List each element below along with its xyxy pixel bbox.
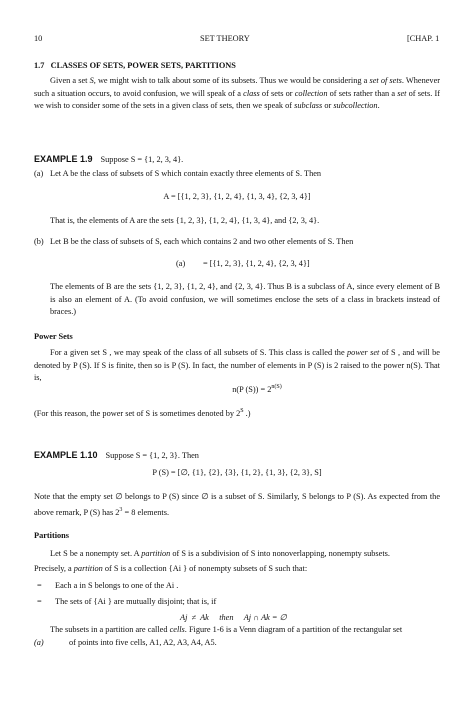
partitions-paragraph-3: The subsets in a partition are called cells. Figure 1-6 is a Venn diagram of a partition of the rectangular set	[50, 625, 403, 634]
class-a-formula: A = [{1, 2, 3}, {1, 2, 4}, {1, 3, 4}, {2, 3, 4}]	[163, 192, 311, 201]
partitions-paragraph-1: Let S be a nonempty set. A partition of S is a subdivision of S into nonoverlapping, nonempty subsets.	[50, 549, 390, 558]
class-b-formula: = [{1, 2, 3}, {1, 2, 4}, {2, 3, 4}]	[203, 259, 310, 268]
chapter-label: [CHAP. 1	[407, 34, 440, 43]
power-set-example-formula: P (S) = [∅, {1}, {2}, {3}, {1, 2}, {1, 3}, {2, 3}, S]	[152, 468, 322, 477]
example-statement: Suppose S = {1, 2, 3, 4}.	[100, 155, 184, 164]
example-statement: Suppose S = {1, 2, 3}. Then	[105, 451, 199, 460]
partitions-heading: Partitions	[34, 531, 70, 540]
example-label: EXAMPLE 1.9	[34, 154, 93, 164]
condition-2: The sets of {Ai } are mutually disjoint; that is, if	[55, 597, 217, 606]
power-set-formula: n(P $(S)) = 2^{n(S)}$	[232, 384, 282, 394]
running-title: SET THEORY	[200, 34, 250, 43]
bullet-2-marker: =	[37, 597, 42, 606]
partitions-paragraph-3-cont: of points into five cells, A1, A2, A3, A4, A5.	[69, 638, 217, 647]
section-number: 1.7	[34, 61, 45, 70]
intro-paragraph: Given a set S, we might wish to talk about some of its subsets. Thus we would be considering a set of sets. Whenever such a situation occurs, to avoid confusion, we will speak of a class of sets or collection of sets rather than a set of sets. If we wish to consider some of the sets in a given class of sets, then we speak of subclass or subcollection.	[34, 76, 441, 110]
power-sets-heading: Power Sets	[34, 332, 73, 341]
item-a-text: Let A be the class of subsets of S which contain exactly three elements of S. Then	[50, 169, 322, 178]
example-1-9-heading	[34, 149, 183, 167]
partitions-paragraph-2: Precisely, a partition of S is a collection {Ai } of nonempty subsets of S such that:	[34, 564, 308, 573]
item-b-text: Let B be the class of subsets of S, each which contains 2 and two other elements of S. Then	[50, 237, 354, 246]
item-b-follow: The elements of B are the sets {1, 2, 3}, {1, 2, 4}, and {2, 3, 4}. Thus B is a subclass of A, since every element of B is also an element of A. (To avoid confusion, we will sometimes enclose the sets of a class in brackets instead of braces.)	[50, 282, 440, 316]
power-sets-note: (For this reason, the power set of S is sometimes denoted by $2^S$ .)	[34, 408, 251, 418]
paragraph-3-marker: (a)	[34, 638, 44, 647]
example-1-10-heading	[34, 445, 199, 463]
class-b-formula-tag: (a)	[176, 259, 186, 268]
section-heading	[34, 60, 236, 72]
example-1-10-follow: Note that the empty set ∅ belongs to P (S) since ∅ is a subset of S. Similarly, S belongs to P (S). As expected from the above remark, P (S) has $2^3 = 8$ elements.	[34, 492, 440, 517]
bullet-1-marker: =	[37, 581, 42, 590]
item-a-follow: That is, the elements of A are the sets {1, 2, 3}, {1, 2, 4}, {1, 3, 4}, and {2, 3, 4}.	[50, 216, 320, 225]
item-b-marker: (b)	[34, 237, 44, 246]
section-title: CLASSES OF SETS, POWER SETS, PARTITIONS	[50, 61, 236, 70]
condition-1: Each a in S belongs to one of the Ai .	[55, 581, 179, 590]
page-number: 10	[34, 34, 43, 43]
power-sets-paragraph: For a given set S , we may speak of the class of all subsets of S. This class is called the power set of S , and will be denoted by P (S). If S is finite, then so is P (S). In fact, the number of elements in P (S) is 2 raised to the power n(S). That is,	[34, 348, 440, 382]
item-a-marker: (a)	[34, 169, 44, 178]
example-label: EXAMPLE 1.10	[34, 450, 98, 460]
disjoint-formula: Aj ≠ Ak then Aj ∩ Ak = ∅	[180, 613, 287, 622]
